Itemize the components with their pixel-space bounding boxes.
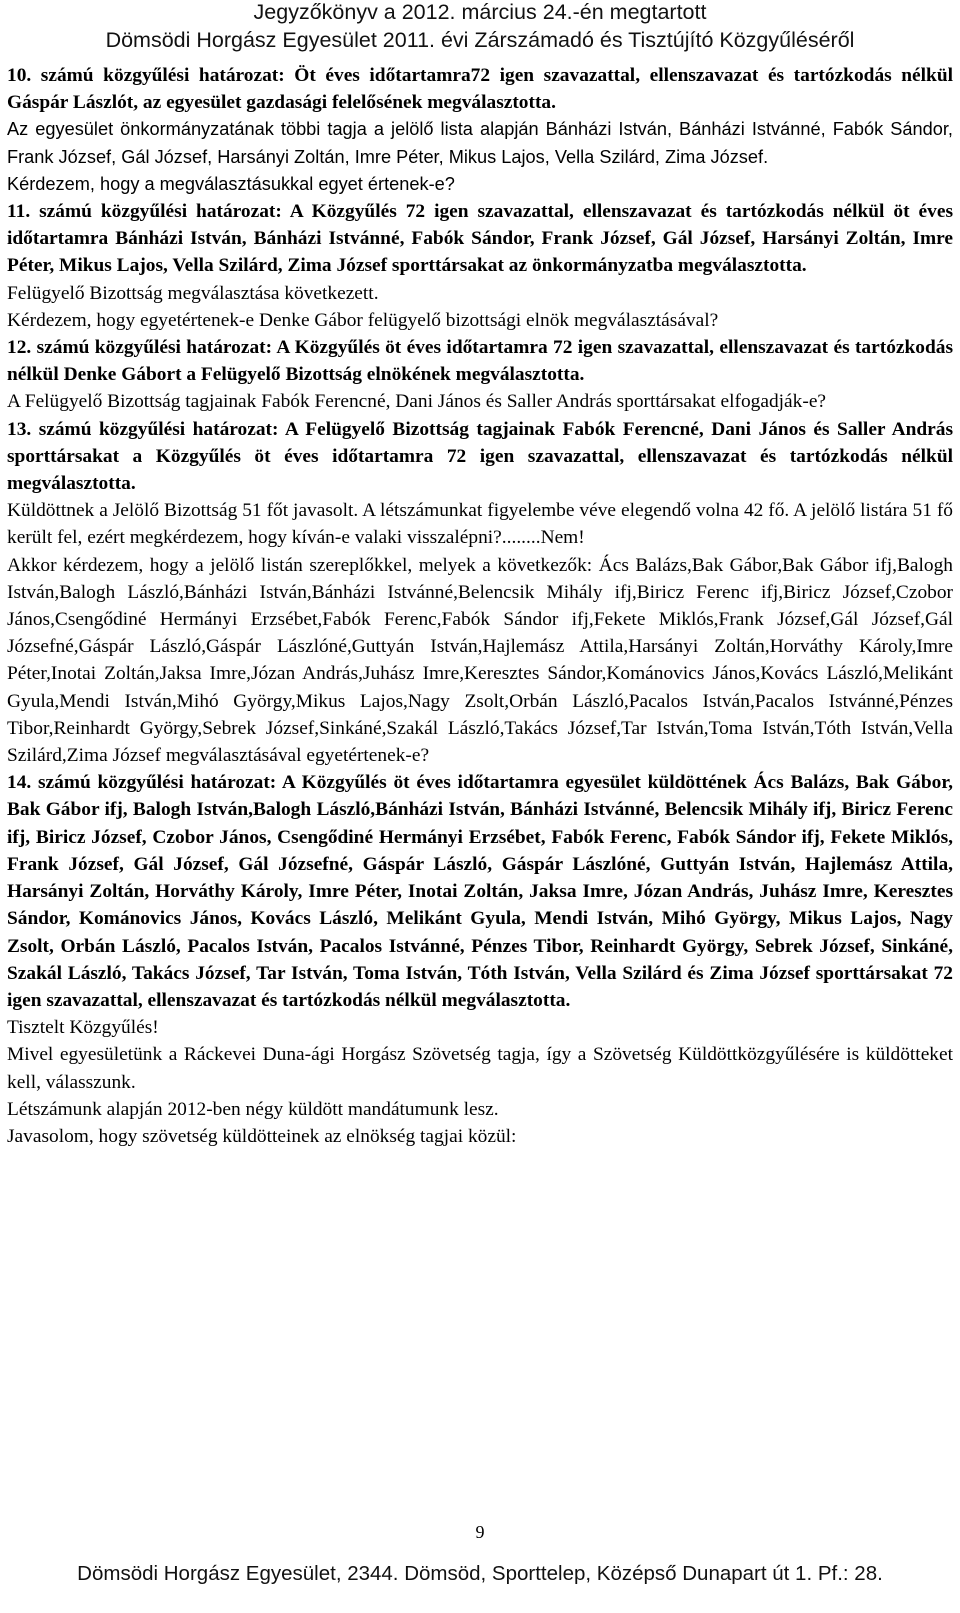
paragraph-question: Kérdezem, hogy a megválasztásukkal egyet értenek-e? [7, 173, 455, 194]
paragraph-board-members: A Felügyelő Bizottság tagjainak Fabók Ferencné, Dani János és Saller András sporttársakat elfogadják-e? [7, 391, 827, 413]
paragraph-candidates: Az egyesület önkormányzatának többi tagja a jelölő lista alapján Bánházi István, Bánházi Istvánné, Fabók Sándor, Frank József, Gál József, Harsányi Zoltán, Imre Péter, Mikus Lajos, Vella Szilárd, Zima József. [7, 119, 953, 167]
paragraph-supervisory-board: Felügyelő Bizottság megválasztása következett. [7, 282, 379, 304]
page-header [0, 0, 960, 54]
resolution-11: 11. számú közgyűlési határozat: A Közgyűlés 72 igen szavazattal, ellenszavazat és tartózkodás nélkül öt éves időtartamra Bánházi István, Bánházi Istvánné, Fabók Sándor, Frank József, Gál József, Harsányi Zoltán, Imre Péter, Mikus Lajos, Vella Szilárd, Zima József sporttársakat az önkormányzatba megválasztotta. [7, 201, 953, 277]
document-body [7, 62, 953, 1150]
resolution-10: 10. számú közgyűlési határozat: Öt éves időtartamra72 igen szavazattal, ellenszavazat és tartózkodás nélkül Gáspár Lászlót, az egyesület gazdasági felelősének megválasztotta. [7, 65, 953, 114]
paragraph-question-denke: Kérdezem, hogy egyetértenek-e Denke Gábor felügyelő bizottsági elnök megválasztásával? [7, 309, 719, 331]
paragraph-address: Tisztelt Közgyűlés! [7, 1017, 159, 1039]
paragraph-delegate-list: Akkor kérdezem, hogy a jelölő listán szereplőkkel, melyek a következők: Ács Balázs,Bak Gábor,Bak Gábor ifj,Balogh István,Balogh László,Bánházi István,Bánházi Istvánné,Belencsik Mihály ifj,Biricz Ferenc ifj,Biricz József,Czobor János,Csengődiné Hermányi Erzsébet,Fabók Ferenc,Fabók Sándor ifj,Fekete Miklós,Frank József,Gál József,Gál Józsefné,Gáspár László,Gáspár Lászlóné,Guttyán István,Hajlemász Attila,Harsányi Zoltán,Horváthy Károly,Imre Péter,Inotai Zoltán,Jaksa Imre,Józan András,Juhász Imre,Keresztes Sándor,Kománovics János,Kovács László,Melikánt Gyula,Mendi István,Mihó György,Mikus Lajos,Nagy Zsolt,Orbán László,Pacalos István,Pacalos Istvánné,Pénzes Tibor,Reinhardt György,Sebrek József,Sinkáné,Szakál László,Takács József,Tar István,Toma István,Tóth István,Vella Szilárd,Zima József megválasztásával egyetértenek-e? [7, 554, 953, 767]
paragraph-delegates: Küldöttnek a Jelölő Bizottság 51 főt javasolt. A létszámunkat figyelembe véve elegendő volna 42 fő. A jelölő listára 51 fő került fel, ezért megkérdezem, hogy kíván-e valaki visszalépni?........Nem! [7, 500, 953, 549]
page-number: 9 [475, 1522, 485, 1542]
header-line-2: Dömsödi Horgász Egyesület 2011. évi Zárszámadó és Tisztújító Közgyűléséről [105, 28, 855, 52]
paragraph-federation: Mivel egyesületünk a Ráckevei Duna-ági Horgász Szövetség tagja, így a Szövetség Küldöttközgyűlésére is küldötteket kell, válasszunk. [7, 1044, 953, 1093]
page-footer: Dömsödi Horgász Egyesület, 2344. Dömsöd, Sporttelep, Középső Dunapart út 1. Pf.: 28. [77, 1562, 883, 1585]
resolution-14: 14. számú közgyűlési határozat: A Közgyűlés öt éves időtartamra egyesület küldöttének Ács Balázs, Bak Gábor, Bak Gábor ifj, Balogh István,Balogh László,Bánházi István, Bánházi Istvánné, Belencsik Mihály ifj, Biricz Ferenc ifj, Biricz József, Czobor János, Csengődiné Hermányi Erzsébet, Fabók Ferenc, Fabók Sándor ifj, Fekete Miklós, Frank József, Gál József, Gál Józsefné, Gáspár László, Gáspár Lászlóné, Guttyán István, Hajlemász Attila, Harsányi Zoltán, Horváthy Károly, Imre Péter, Inotai Zoltán, Jaksa Imre, Józan András, Juhász Imre, Keresztes Sándor, Kománovics János, Kovács László, Melikánt Gyula, Mendi István, Mihó György, Mikus Lajos, Nagy Zsolt, Orbán László, Pacalos István, Pacalos Istvánné, Pénzes Tibor, Reinhardt György, Sebrek József, Sinkáné, Szakál László, Takács József, Tar István, Toma István, Tóth István, Vella Szilárd és Zima József sporttársakat 72 igen szavazattal, ellenszavazat és tartózkodás nélkül megválasztotta. [7, 772, 953, 1011]
resolution-12: 12. számú közgyűlési határozat: A Közgyűlés öt éves időtartamra 72 igen szavazattal, ellenszavazat és tartózkodás nélkül Denke Gábort a Felügyelő Bizottság elnökének megválasztotta. [7, 337, 953, 386]
paragraph-mandates: Létszámunk alapján 2012-ben négy küldött mandátumunk lesz. [7, 1098, 499, 1120]
resolution-13: 13. számú közgyűlési határozat: A Felügyelő Bizottság tagjainak Fabók Ferencné, Dani János és Saller András sporttársakat a Közgyűlés öt éves időtartamra 72 igen szavazattal, ellenszavazat és tartózkodás nélkül megválasztotta. [7, 418, 953, 495]
paragraph-proposal: Javasolom, hogy szövetség küldötteinek az elnökség tagjai közül: [7, 1125, 517, 1147]
header-line-1: Jegyzőkönyv a 2012. március 24.-én megtartott [253, 0, 707, 24]
